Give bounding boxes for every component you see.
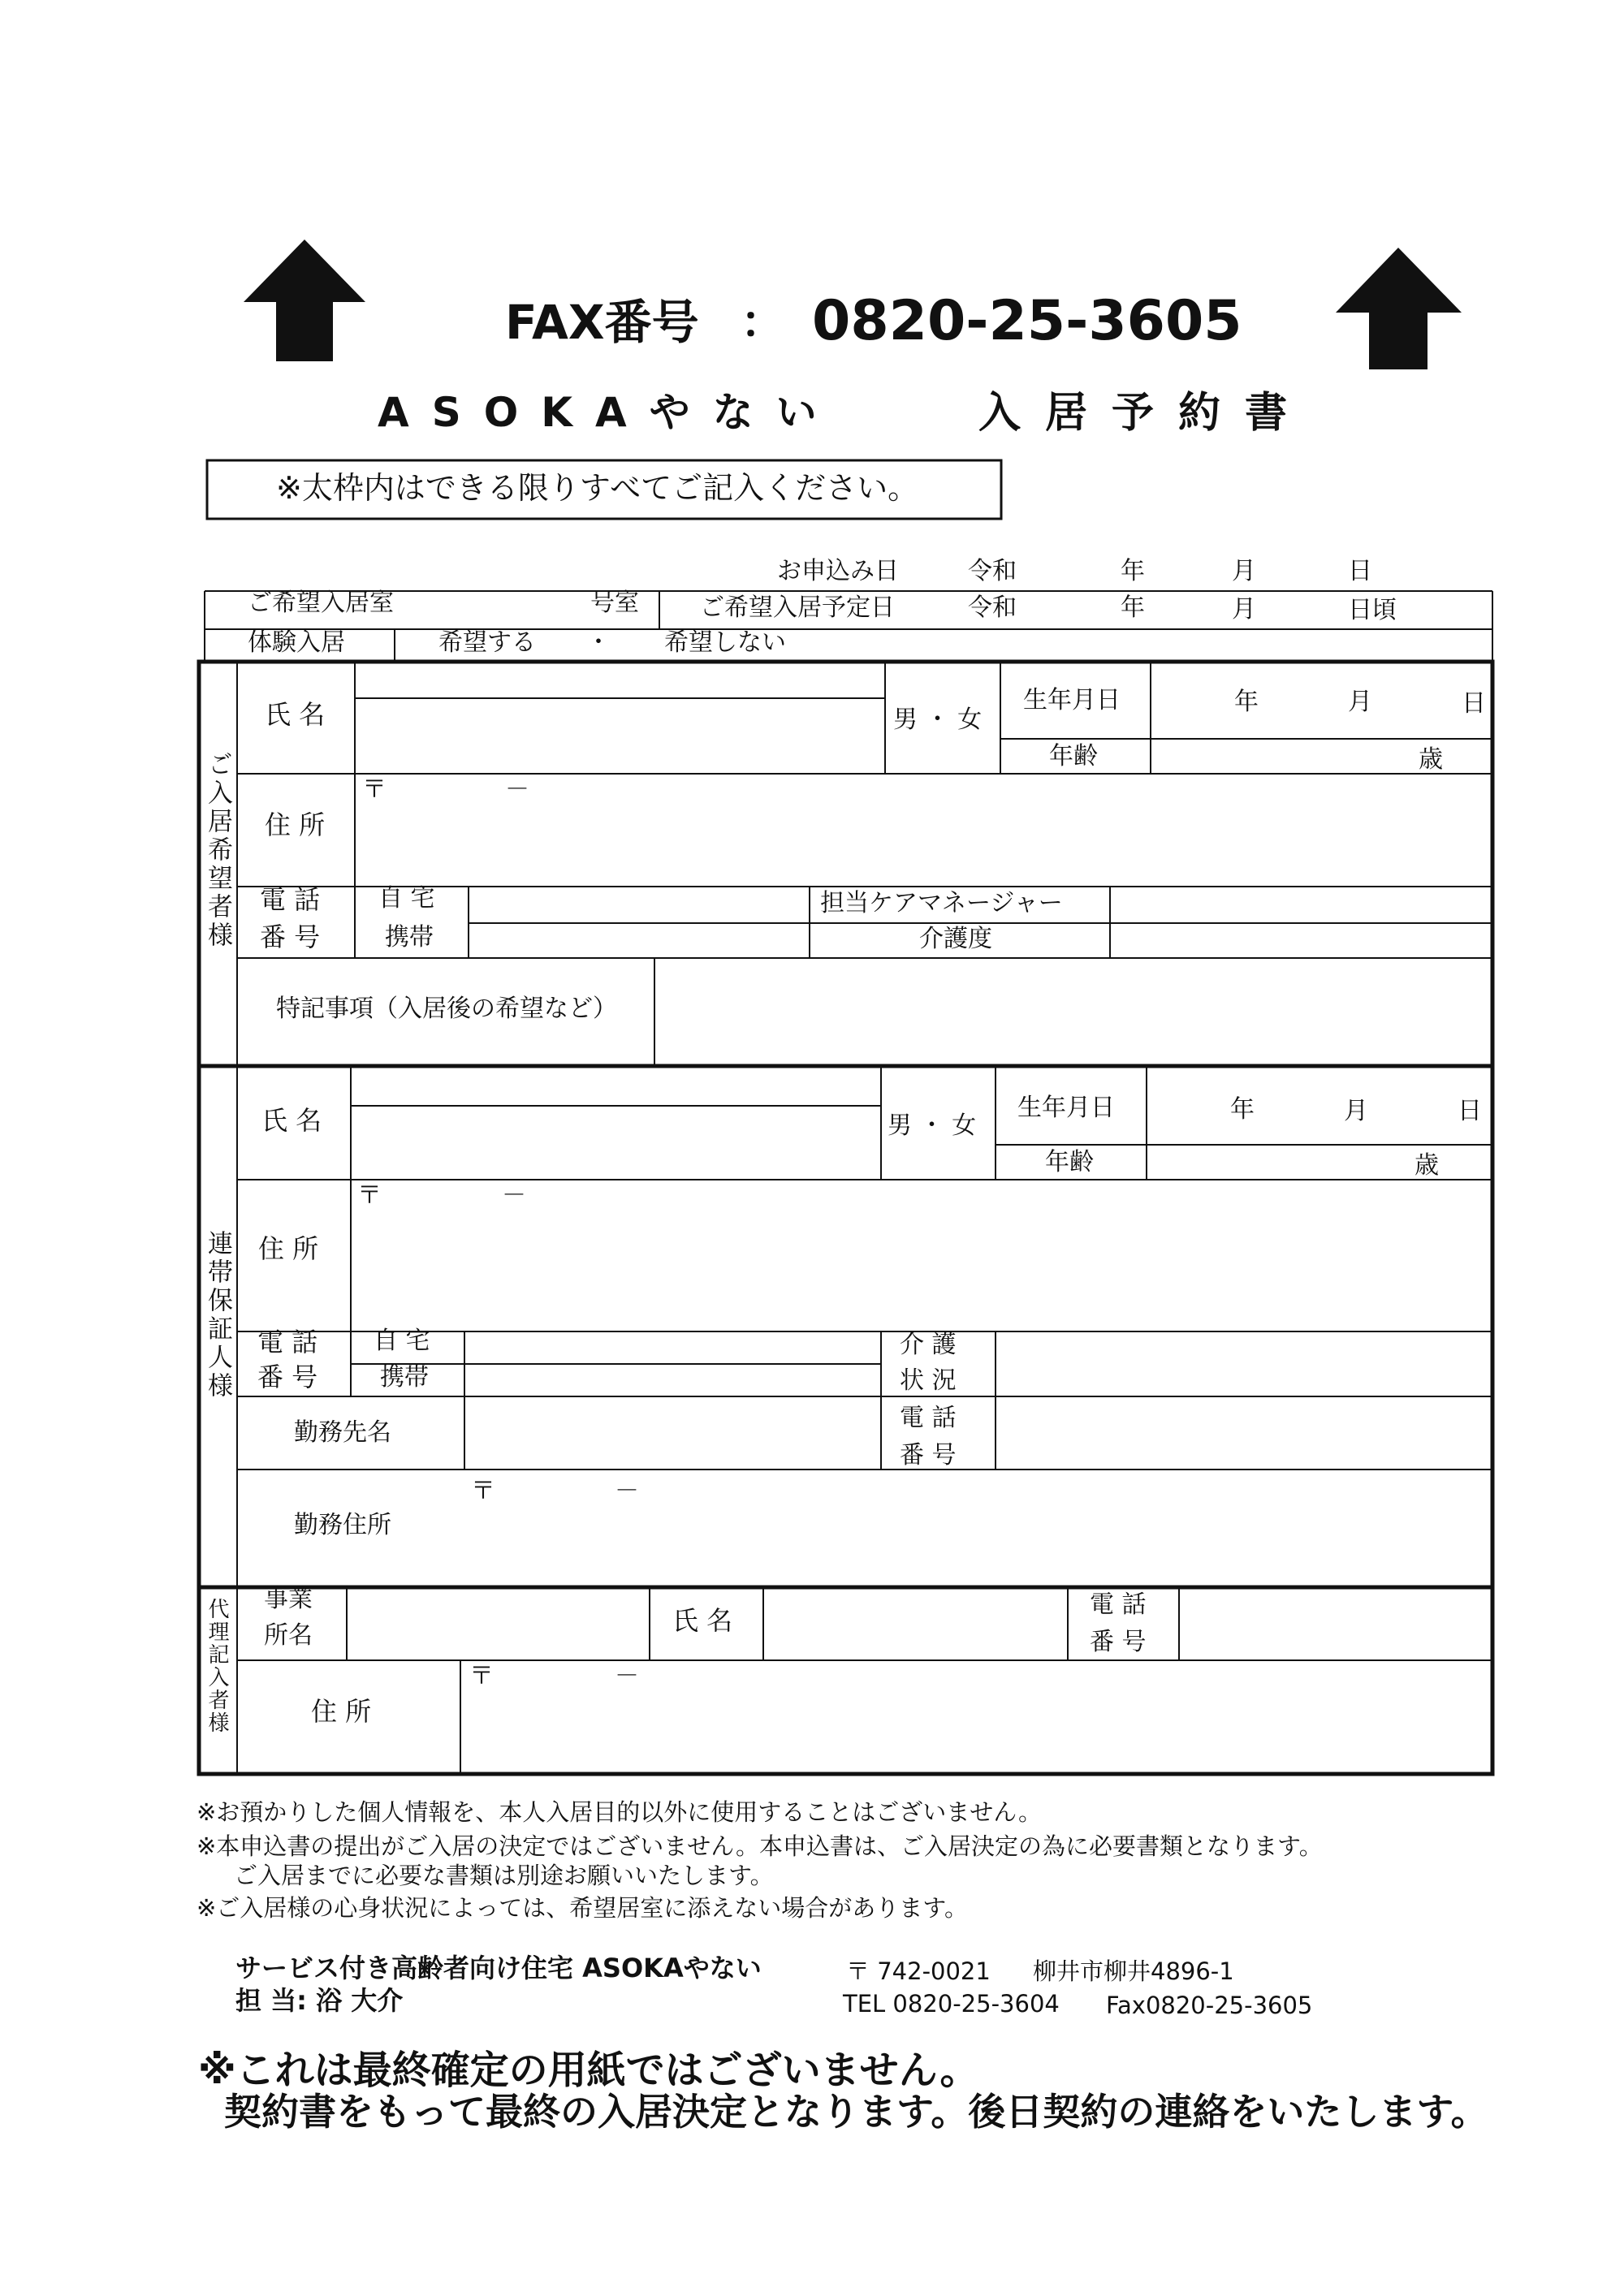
trial-separator: ・	[586, 628, 611, 657]
guarantor-phone-label-2: 番 号	[257, 1362, 318, 1392]
footer-company: サービス付き高齢者向け住宅 ASOKAやない	[235, 1953, 762, 1983]
note-1: ※お預かりした個人情報を、本人入居目的以外に使用することはございません。	[197, 1798, 1043, 1826]
care-level-label: 介護度	[919, 925, 992, 953]
employer-field[interactable]	[467, 1398, 879, 1468]
agent-address-label: 住 所	[311, 1696, 372, 1727]
resident-birth-day: 日	[1462, 689, 1486, 718]
apply-year-unit: 年	[1121, 557, 1145, 585]
footer-postal: 〒 742-0021	[846, 1957, 991, 1985]
room-number-field[interactable]	[422, 593, 585, 627]
move-month-unit: 月	[1232, 595, 1256, 624]
room-unit: 号室	[590, 589, 639, 617]
apply-date-label: お申込み日	[777, 557, 899, 585]
guarantor-age-unit: 歳	[1415, 1151, 1439, 1180]
guarantor-furigana-field[interactable]	[353, 1068, 879, 1104]
resident-furigana-field[interactable]	[357, 664, 883, 697]
resident-name-field[interactable]	[357, 700, 883, 771]
resident-home-phone-field[interactable]	[471, 888, 807, 921]
fax-colon: ：	[741, 296, 784, 347]
note-4: ※ご入居様の心身状況によっては、希望居室に添えない場合があります。	[197, 1894, 968, 1922]
apply-era: 令和	[968, 557, 1017, 585]
guarantor-mobile-phone-field[interactable]	[467, 1366, 879, 1395]
resident-gender[interactable]: 男 ・ 女	[893, 706, 983, 734]
footer-address: 柳井市柳井4896-1	[1033, 1957, 1234, 1985]
guarantor-phone-label-1: 電 話	[257, 1327, 318, 1357]
guarantor-mobile-label: 携帯	[380, 1363, 429, 1392]
agent-phone-field[interactable]	[1181, 1590, 1490, 1658]
footer-tel: TEL 0820-25-3604	[843, 1990, 1060, 2018]
resident-mobile-phone-field[interactable]	[471, 925, 807, 957]
resident-age-label: 年齢	[1049, 742, 1098, 770]
apply-month-unit: 月	[1232, 557, 1256, 585]
move-era: 令和	[968, 593, 1017, 622]
guarantor-care-status-2: 状 況	[900, 1366, 957, 1395]
work-phone-label-2: 番 号	[900, 1441, 957, 1470]
agent-office-label-1: 事業	[264, 1585, 313, 1613]
notes-label: 特記事項（入居後の希望など）	[276, 995, 617, 1023]
care-manager-label: 担当ケアマネージャー	[820, 889, 1063, 917]
care-level-field[interactable]	[1112, 925, 1490, 957]
guarantor-address-label: 住 所	[258, 1233, 319, 1264]
care-manager-field[interactable]	[1112, 888, 1490, 921]
agent-postal-dash: －	[615, 1662, 639, 1690]
work-postal-dash: －	[615, 1477, 639, 1505]
resident-age-unit: 歳	[1419, 745, 1443, 774]
footer-fax: Fax0820-25-3605	[1106, 1992, 1313, 2019]
trial-label: 体験入居	[248, 628, 345, 657]
work-postal-mark: 〒	[471, 1477, 495, 1505]
work-phone-label-1: 電 話	[900, 1404, 957, 1432]
notes-field[interactable]	[657, 960, 1490, 1064]
footer-contact: 担 当: 浴 大介	[235, 1985, 404, 2016]
apply-day-unit: 日	[1348, 557, 1372, 585]
resident-phone-label-1: 電 話	[260, 884, 321, 915]
move-year-unit: 年	[1121, 593, 1145, 622]
guarantor-section-label: 連帯保証人様	[203, 1230, 232, 1400]
resident-birth-label: 生年月日	[1023, 686, 1121, 714]
note-3: ご入居までに必要な書類は別途お願いいたします。	[234, 1862, 774, 1889]
final-warning-2: 契約書をもって最終の入居決定となります。後日契約の連絡をいたします。	[224, 2090, 1488, 2134]
guarantor-birth-day: 日	[1458, 1097, 1482, 1125]
facility-name: ASOKAやない	[378, 389, 840, 436]
resident-phone-label-2: 番 号	[260, 921, 321, 952]
agent-postal-mark: 〒	[469, 1662, 494, 1690]
up-arrow-left-icon	[244, 240, 365, 361]
instruction-text: ※太枠内はできる限りすべてご記入ください。	[276, 470, 919, 506]
resident-birth-month: 月	[1348, 688, 1372, 716]
guarantor-address-field[interactable]	[353, 1182, 1490, 1330]
guarantor-care-status-1: 介 護	[900, 1331, 957, 1359]
guarantor-age-label: 年齢	[1045, 1148, 1094, 1176]
guarantor-care-status-field[interactable]	[998, 1333, 1490, 1395]
final-warning-1: ※これは最終確定の用紙ではございません。	[198, 2048, 979, 2093]
agent-section-label: 代理記入者様	[205, 1598, 229, 1734]
form-title: 入居予約書	[978, 389, 1312, 438]
agent-phone-label-2: 番 号	[1090, 1628, 1147, 1656]
agent-office-label-2: 所名	[264, 1621, 313, 1650]
agent-phone-label-1: 電 話	[1090, 1590, 1147, 1619]
room-label: ご希望入居室	[248, 589, 394, 617]
work-phone-field[interactable]	[998, 1398, 1490, 1468]
employer-label: 勤務先名	[294, 1418, 391, 1447]
fax-label: FAX番号	[505, 295, 699, 350]
guarantor-name-field[interactable]	[353, 1107, 879, 1178]
resident-mobile-label: 携帯	[385, 923, 434, 952]
guarantor-birth-label: 生年月日	[1017, 1094, 1115, 1122]
guarantor-home-phone-field[interactable]	[467, 1333, 879, 1362]
guarantor-birth-month: 月	[1344, 1097, 1368, 1125]
agent-name-label: 氏 名	[672, 1605, 733, 1636]
up-arrow-right-icon	[1336, 248, 1462, 369]
guarantor-postal-dash: －	[502, 1181, 526, 1210]
guarantor-gender[interactable]: 男 ・ 女	[888, 1111, 977, 1140]
note-2: ※本申込書の提出がご入居の決定ではございません。本申込書は、ご入居決定の為に必要書類となります。	[197, 1832, 1323, 1860]
resident-home-label: 自 宅	[378, 884, 435, 913]
guarantor-home-label: 自 宅	[374, 1327, 430, 1355]
resident-postal-mark: 〒	[362, 775, 387, 804]
resident-name-label: 氏 名	[265, 699, 326, 730]
resident-address-field[interactable]	[357, 775, 1490, 885]
work-address-field[interactable]	[467, 1471, 1490, 1585]
trial-yes-option[interactable]: 希望する	[438, 628, 536, 657]
trial-no-option[interactable]: 希望しない	[664, 628, 786, 657]
work-address-label: 勤務住所	[294, 1511, 391, 1539]
resident-postal-dash: －	[505, 775, 529, 804]
move-day-unit: 日頃	[1348, 596, 1397, 624]
resident-section-label: ご入居希望者様	[203, 751, 232, 950]
fax-number: 0820-25-3605	[812, 289, 1242, 353]
guarantor-name-label: 氏 名	[261, 1105, 322, 1136]
agent-office-field[interactable]	[349, 1590, 647, 1658]
move-date-label: ご希望入居予定日	[700, 593, 895, 622]
guarantor-birth-year: 年	[1230, 1095, 1255, 1124]
guarantor-postal-mark: 〒	[357, 1181, 382, 1210]
resident-address-label: 住 所	[265, 809, 326, 840]
agent-name-field[interactable]	[766, 1590, 1065, 1658]
resident-birth-year: 年	[1234, 688, 1259, 716]
agent-address-field[interactable]	[463, 1663, 1490, 1772]
